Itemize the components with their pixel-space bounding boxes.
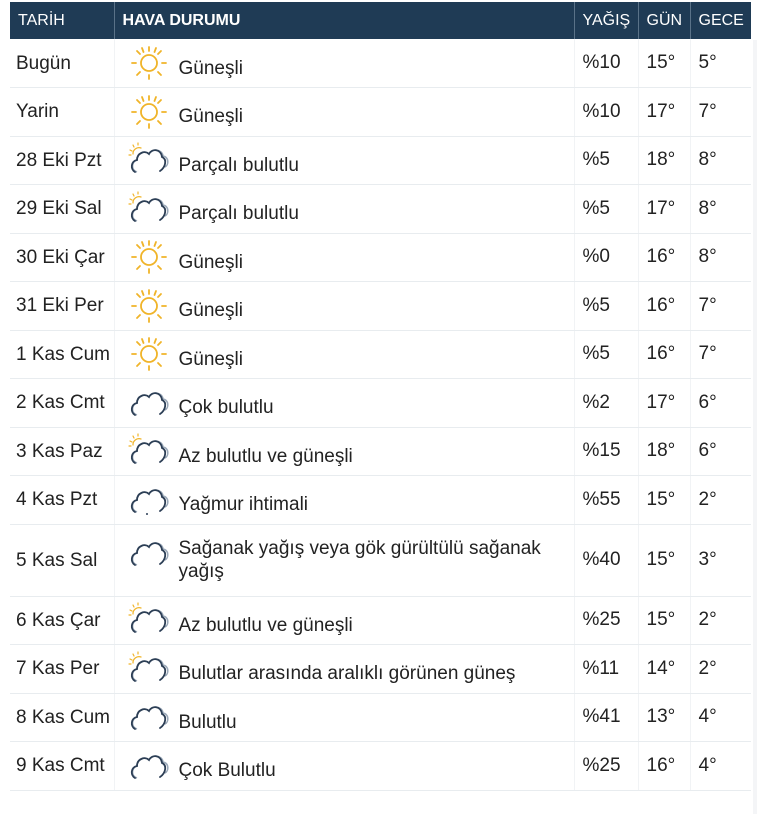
day-temp-cell: 15°: [638, 524, 690, 596]
night-temp-cell: 2°: [690, 476, 751, 525]
header-date[interactable]: TARİH: [10, 2, 114, 39]
night-temp-cell: 8°: [690, 233, 751, 282]
partly-cloudy-icon: [127, 649, 173, 689]
night-temp-cell: 4°: [690, 742, 751, 791]
night-temp-cell: 6°: [690, 427, 751, 476]
sunny-icon: [127, 334, 173, 374]
condition-cell: [114, 596, 574, 645]
night-temp-cell: 2°: [690, 645, 751, 694]
night-temp-cell: 7°: [690, 282, 751, 331]
table-row[interactable]: [10, 282, 751, 331]
night-temp-cell: 5°: [690, 39, 751, 88]
precip-cell: %55: [574, 476, 638, 525]
precip-cell: %2: [574, 379, 638, 428]
precip-cell: %25: [574, 596, 638, 645]
precip-cell: %5: [574, 330, 638, 379]
condition-text: Az bulutlu ve güneşli: [178, 445, 353, 467]
night-temp-cell: 8°: [690, 185, 751, 234]
table-row[interactable]: [10, 476, 751, 525]
condition-text: Güneşli: [178, 106, 243, 128]
header-precip[interactable]: YAĞIŞ: [574, 2, 638, 39]
forecast-table-container: [10, 2, 751, 791]
date-cell: 1 Kas Cum: [10, 330, 114, 379]
condition-text: Parçalı bulutlu: [178, 203, 299, 225]
sunny-icon: [127, 92, 173, 132]
table-row[interactable]: [10, 427, 751, 476]
table-row[interactable]: [10, 185, 751, 234]
table-row[interactable]: [10, 88, 751, 137]
table-header-row: [10, 2, 751, 39]
condition-cell: [114, 427, 574, 476]
condition-cell: [114, 233, 574, 282]
condition-text: Az bulutlu ve güneşli: [178, 614, 353, 636]
partly-cloudy-icon: [127, 600, 173, 640]
day-temp-cell: 13°: [638, 693, 690, 742]
condition-text: Güneşli: [178, 300, 243, 322]
date-cell: 8 Kas Cum: [10, 693, 114, 742]
condition-text: Çok Bulutlu: [178, 760, 276, 782]
day-temp-cell: 15°: [638, 596, 690, 645]
condition-text: Bulutlar arasında aralıklı görünen güneş: [178, 663, 516, 685]
night-temp-cell: 2°: [690, 596, 751, 645]
day-temp-cell: 18°: [638, 427, 690, 476]
day-temp-cell: 16°: [638, 330, 690, 379]
night-temp-cell: 7°: [690, 330, 751, 379]
table-row[interactable]: [10, 524, 751, 596]
date-cell: 5 Kas Sal: [10, 524, 114, 596]
day-temp-cell: 17°: [638, 88, 690, 137]
condition-cell: [114, 39, 574, 88]
table-row[interactable]: [10, 136, 751, 185]
date-cell: 6 Kas Çar: [10, 596, 114, 645]
condition-cell: [114, 185, 574, 234]
night-temp-cell: 3°: [690, 524, 751, 596]
date-cell: 4 Kas Pzt: [10, 476, 114, 525]
day-temp-cell: 17°: [638, 379, 690, 428]
date-cell: 3 Kas Paz: [10, 427, 114, 476]
precip-cell: %41: [574, 693, 638, 742]
date-cell: 30 Eki Çar: [10, 233, 114, 282]
condition-text: Sağanak yağış veya gök gürültülü sağanak yağış: [178, 538, 541, 582]
header-day[interactable]: GÜN: [638, 2, 690, 39]
date-cell: 31 Eki Per: [10, 282, 114, 331]
condition-cell: [114, 524, 574, 596]
day-temp-cell: 16°: [638, 282, 690, 331]
table-row[interactable]: [10, 693, 751, 742]
cloudy-icon: [127, 746, 173, 786]
precip-cell: %15: [574, 427, 638, 476]
table-row[interactable]: [10, 379, 751, 428]
precip-cell: %25: [574, 742, 638, 791]
table-row[interactable]: [10, 233, 751, 282]
date-cell: 28 Eki Pzt: [10, 136, 114, 185]
day-temp-cell: 14°: [638, 645, 690, 694]
night-temp-cell: 4°: [690, 693, 751, 742]
partly-cloudy-icon: [127, 140, 173, 180]
condition-text: Bulutlu: [178, 711, 237, 733]
partly-cloudy-icon: [127, 431, 173, 471]
condition-cell: [114, 379, 574, 428]
condition-text: Güneşli: [178, 348, 243, 370]
day-temp-cell: 17°: [638, 185, 690, 234]
condition-cell: [114, 88, 574, 137]
condition-text: Güneşli: [178, 251, 243, 273]
sunny-icon: [127, 237, 173, 277]
partly-cloudy-icon: [127, 189, 173, 229]
table-row[interactable]: [10, 596, 751, 645]
table-row[interactable]: [10, 39, 751, 88]
forecast-table: [10, 2, 751, 791]
condition-text: Güneşli: [178, 57, 243, 79]
day-temp-cell: 16°: [638, 233, 690, 282]
precip-cell: %0: [574, 233, 638, 282]
condition-cell: [114, 476, 574, 525]
date-cell: 7 Kas Per: [10, 645, 114, 694]
condition-cell: [114, 136, 574, 185]
date-cell: Yarin: [10, 88, 114, 137]
date-cell: 29 Eki Sal: [10, 185, 114, 234]
scrollbar[interactable]: [753, 40, 757, 814]
precip-cell: %5: [574, 136, 638, 185]
day-temp-cell: 16°: [638, 742, 690, 791]
cloudy-icon: [127, 697, 173, 737]
condition-cell: [114, 693, 574, 742]
cloudy-icon: [127, 383, 173, 423]
date-cell: 9 Kas Cmt: [10, 742, 114, 791]
sunny-icon: [127, 43, 173, 83]
date-cell: Bugün: [10, 39, 114, 88]
condition-cell: [114, 282, 574, 331]
condition-cell: [114, 645, 574, 694]
header-night[interactable]: GECE: [690, 2, 751, 39]
condition-cell: [114, 330, 574, 379]
condition-text: Çok bulutlu: [178, 397, 274, 419]
rain-chance-icon: [127, 480, 173, 520]
precip-cell: %5: [574, 282, 638, 331]
sunny-icon: [127, 286, 173, 326]
night-temp-cell: 7°: [690, 88, 751, 137]
cloudy-icon: [127, 533, 173, 573]
header-condition[interactable]: HAVA DURUMU: [114, 2, 574, 39]
night-temp-cell: 8°: [690, 136, 751, 185]
precip-cell: %10: [574, 39, 638, 88]
condition-text: Yağmur ihtimali: [178, 494, 309, 516]
precip-cell: %40: [574, 524, 638, 596]
precip-cell: %10: [574, 88, 638, 137]
night-temp-cell: 6°: [690, 379, 751, 428]
table-row[interactable]: [10, 330, 751, 379]
date-cell: 2 Kas Cmt: [10, 379, 114, 428]
condition-text: Parçalı bulutlu: [178, 154, 299, 176]
day-temp-cell: 18°: [638, 136, 690, 185]
precip-cell: %5: [574, 185, 638, 234]
precip-cell: %11: [574, 645, 638, 694]
day-temp-cell: 15°: [638, 39, 690, 88]
condition-cell: [114, 742, 574, 791]
table-row[interactable]: [10, 645, 751, 694]
day-temp-cell: 15°: [638, 476, 690, 525]
table-row[interactable]: [10, 742, 751, 791]
